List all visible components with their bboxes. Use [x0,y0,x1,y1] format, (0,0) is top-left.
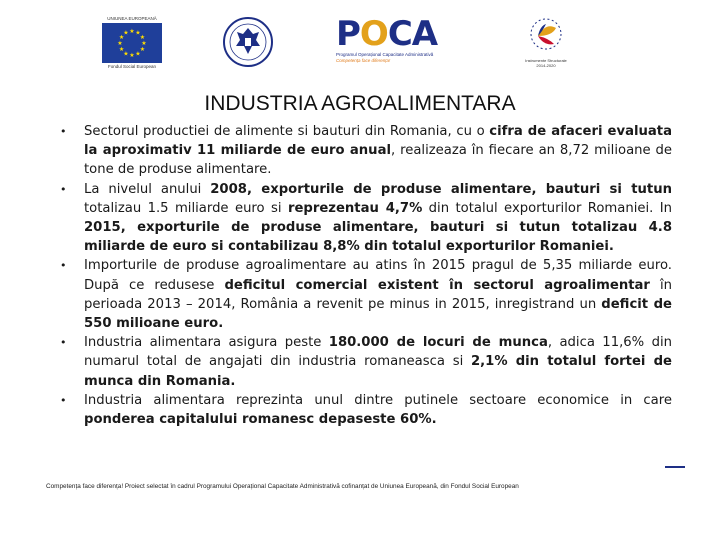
bullet-text: din totalul exporturilor Romaniei. In [422,200,672,216]
structural-instruments-years: 2014-2020 [536,63,556,68]
eu-caption-top: UNIUNEA EUROPEANĂ [107,16,157,21]
bullet-text-bold: 2,1% din totalul fortei de munca din Romania. [84,354,672,389]
svg-text:★: ★ [139,34,146,41]
bullet-text: în perioada 2013 – 2014, România a revenit pe minus in 2015, inregistrand un [84,277,672,312]
poca-tagline: Competența face diferența! [336,58,391,63]
svg-text:★: ★ [141,40,147,47]
bullet-text: La nivelul anului [84,181,211,197]
page-title: INDUSTRIA AGROALIMENTARA [204,92,516,115]
bullet-text-bold: cifra de afaceri evaluata la aproximativ 11 miliarde de euro anual [84,124,673,159]
bullet-text-bold: deficit de 550 milioane euro. [84,296,672,332]
structural-instruments-star-icon [518,14,574,54]
bullet-text: Sectorul productiei de alimente si bauturi din Romania, cu o [84,124,490,139]
bullet-text-bold: ponderea capitalului romanesc depaseste 60%. [84,412,437,428]
svg-text:★: ★ [123,50,129,58]
logo-bar [0,10,720,74]
svg-text:★: ★ [135,50,141,58]
svg-text:★: ★ [139,46,146,53]
bullet-marker: • [60,393,67,407]
poca-letter-p: P [336,14,360,54]
bullet-text-bold: reprezentau 4,7% [287,200,423,216]
svg-text:★: ★ [118,34,125,41]
bullet-text-bold: 2015, exporturile de produse alimentare, bauturi si tutun totalizau 4.8 miliarde de euro si contabilizau 8,8% din totalul exporturilor Romaniei. [84,220,672,255]
bullet-item [56,122,672,180]
bullet-text-bold: deficitul comercial existent în sectorul agroalimentar [224,277,650,293]
eu-flag-icon [102,23,162,63]
poca-letters-ca: CA [387,14,438,54]
poca-subtitle: Programul Operațional Capacitate Administrativă [336,52,434,57]
bullet-list [56,122,672,429]
bullet-marker: • [60,336,67,350]
bullet-text: , adica 11,6% din numarul total de angajati din industria romaneasca si [84,335,672,370]
structural-instruments-caption: Instrumente Structurale [525,58,567,63]
bullet-item [56,256,672,333]
divider [665,466,685,468]
svg-text:★: ★ [118,46,125,53]
bullet-text: Industria alimentara reprezinta unul dintre putinele sectoare economice in care [84,392,672,408]
footer-text: Competența face diferența! Proiect selectat în cadrul Programului Operațional Capacitate Administrativă cofinanțat de Uniunea Europeană, din Fondul Social European [46,483,519,490]
eu-caption-bottom: Fondul Social European [107,64,157,69]
romanian-government-crest-icon [222,14,274,70]
eu-logo [100,16,164,70]
svg-text:★: ★ [129,52,135,59]
bullet-text: , realizeaza în fiecare an 8,72 milioane de tone de produse alimentare. [84,143,672,178]
bullet-item [56,333,672,391]
bullet-marker: • [60,182,67,196]
poca-wordmark [336,16,460,52]
bullet-text: Importurile de produse agroalimentare au atins în 2015 pragul de 5,35 miliarde euro. După ce redusese [84,258,672,293]
bullet-text: Industria alimentara asigura peste [84,335,329,351]
bullet-text-bold: 2008, exporturile de produse alimentare, bauturi si tutun [210,181,672,197]
bullet-item [56,391,672,429]
svg-text:★: ★ [135,29,141,37]
structural-instruments-logo [518,14,574,74]
svg-text:★: ★ [129,28,135,35]
bullet-text-bold: 180.000 de locuri de munca [328,335,548,351]
svg-text:★: ★ [117,40,123,47]
bullet-marker: • [60,125,67,138]
poca-letter-o: O [359,14,388,54]
bullet-text: totalizau 1.5 miliarde euro si [84,200,288,216]
bullet-marker: • [60,259,67,273]
poca-logo [336,16,460,70]
bullet-item [56,180,672,257]
svg-text:★: ★ [123,29,129,37]
